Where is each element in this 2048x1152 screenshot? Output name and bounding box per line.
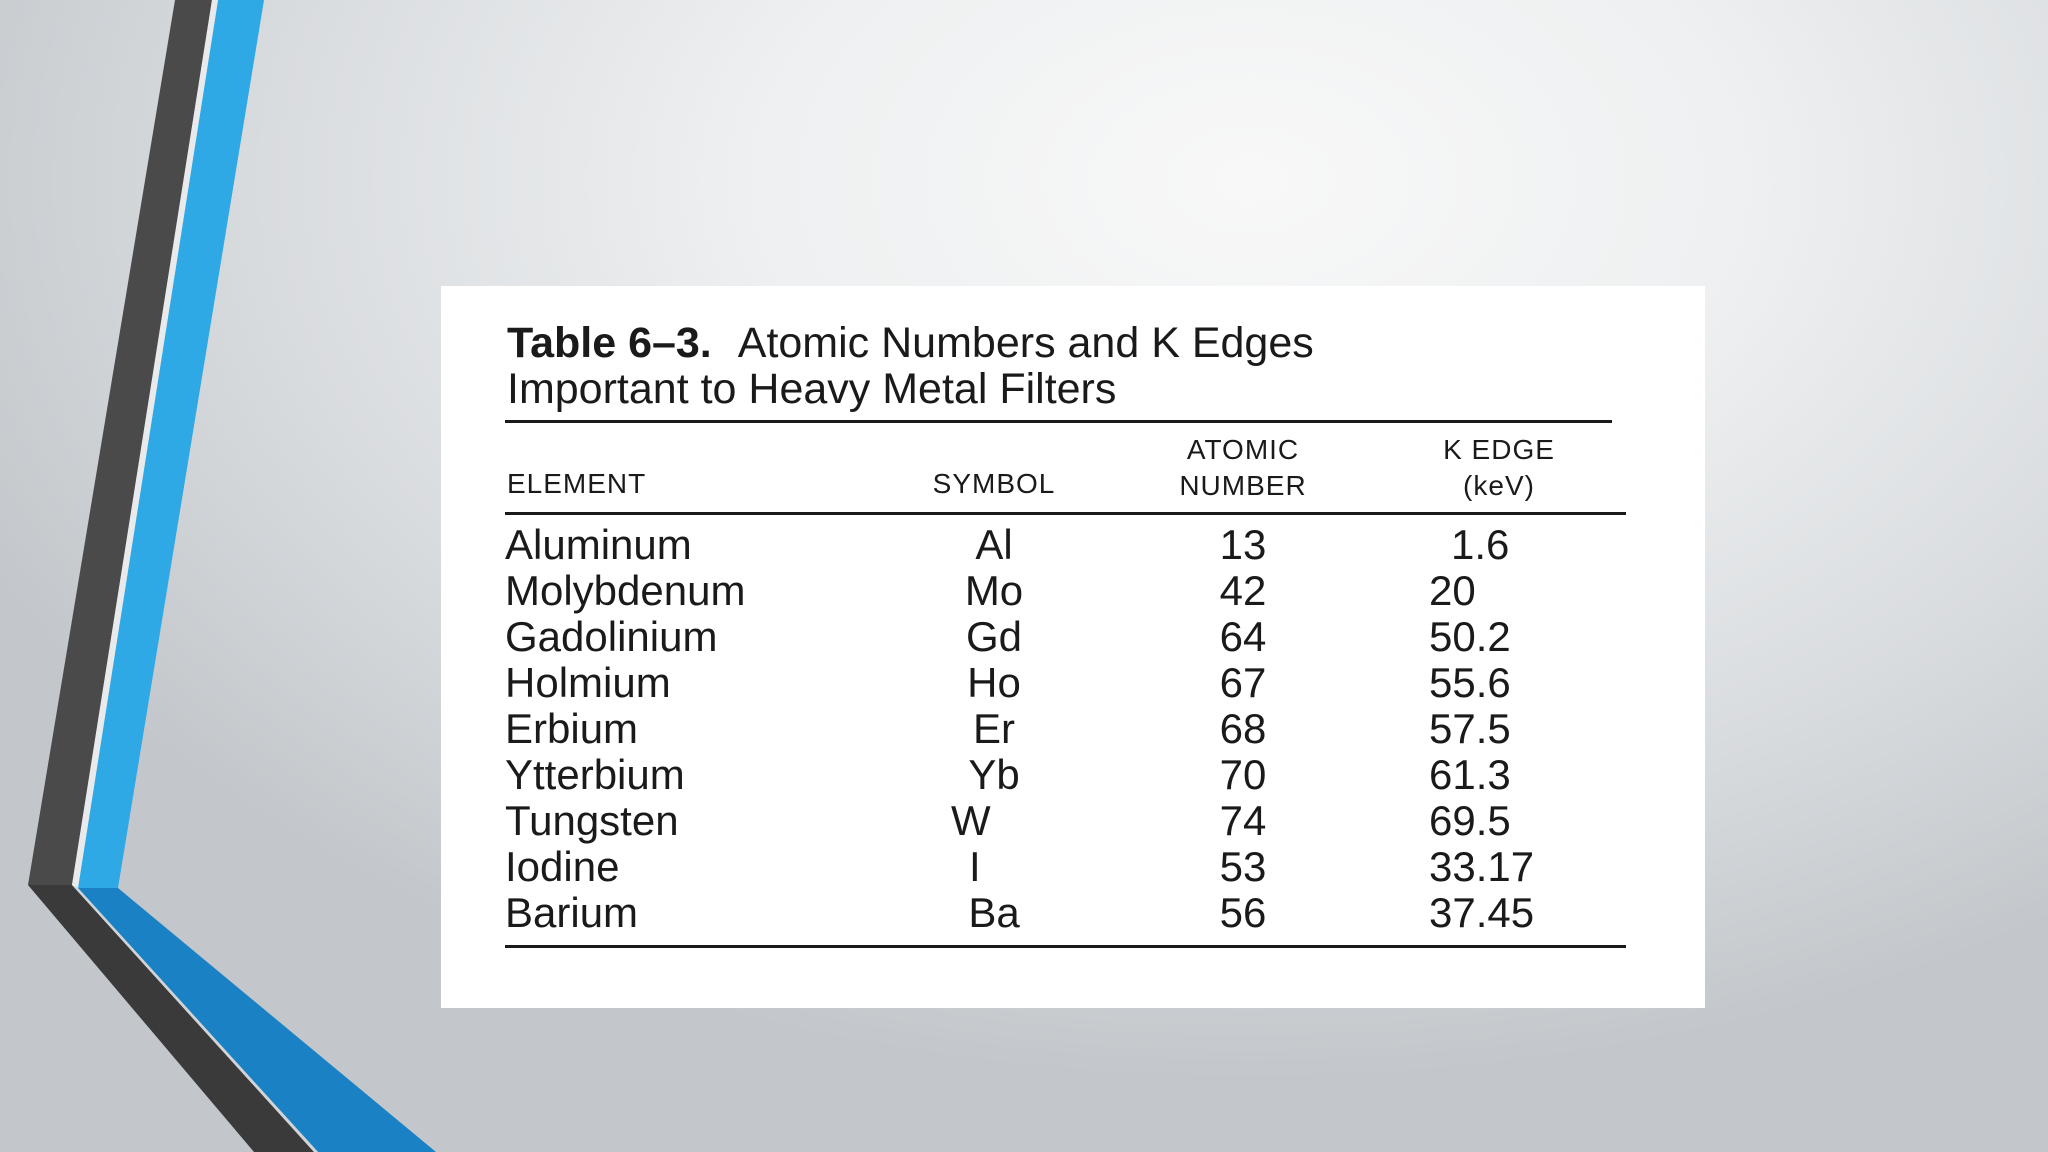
cell-symbol: Ba xyxy=(968,889,1020,936)
cell-k-edge: 50.2 xyxy=(1429,613,1511,660)
cell-element: Aluminum xyxy=(505,521,692,568)
header-element: ELEMENT xyxy=(507,468,647,499)
cell-atomic-number: 42 xyxy=(1219,567,1267,614)
cell-k-edge: 57.5 xyxy=(1429,705,1511,752)
cell-k-edge: 37.45 xyxy=(1429,889,1535,936)
separator-band xyxy=(72,0,218,888)
table-row xyxy=(441,752,1705,798)
header-rule xyxy=(505,512,1626,515)
cell-atomic-number: 70 xyxy=(1219,751,1267,798)
header-kedge-line1: K EDGE xyxy=(1443,434,1555,465)
table-row xyxy=(441,798,1705,844)
header-kedge-line2: (keV) xyxy=(1463,470,1535,501)
header-atomic-line1: ATOMIC xyxy=(1186,434,1300,465)
cell-symbol: Al xyxy=(975,521,1013,568)
table-image xyxy=(441,286,1705,1008)
cell-element: Tungsten xyxy=(505,797,679,844)
cell-atomic-number: 68 xyxy=(1219,705,1267,752)
cell-symbol: Yb xyxy=(968,751,1020,798)
cell-k-edge: 20 xyxy=(1429,567,1476,614)
cell-atomic-number: 56 xyxy=(1219,889,1267,936)
table-row xyxy=(441,568,1705,614)
cell-element: Molybdenum xyxy=(505,567,746,614)
table-row xyxy=(441,522,1705,568)
table-title-line2: Important to Heavy Metal Filters xyxy=(507,365,1117,413)
table-title-line1: Atomic Numbers and K Edges xyxy=(737,319,1314,367)
cell-element: Barium xyxy=(505,889,639,936)
cell-symbol: Er xyxy=(973,705,1015,752)
cell-atomic-number: 53 xyxy=(1219,843,1267,890)
cell-element: Ytterbium xyxy=(505,751,685,798)
table-row xyxy=(441,660,1705,706)
header-atomic-number xyxy=(1163,432,1323,504)
cell-element: Gadolinium xyxy=(505,613,718,660)
cell-k-edge: 1.6 xyxy=(1451,521,1510,568)
cell-symbol: I xyxy=(969,843,981,890)
table-row xyxy=(441,706,1705,752)
bottom-rule xyxy=(505,945,1626,948)
table-row xyxy=(441,614,1705,660)
cell-element: Erbium xyxy=(505,705,639,752)
table-body xyxy=(441,522,1705,936)
cell-k-edge: 69.5 xyxy=(1429,797,1511,844)
table-row xyxy=(441,890,1705,936)
cell-atomic-number: 13 xyxy=(1219,521,1267,568)
cell-k-edge: 61.3 xyxy=(1429,751,1511,798)
table-caption xyxy=(507,320,1314,412)
header-symbol: SYMBOL xyxy=(932,468,1056,499)
cell-element: Holmium xyxy=(505,659,671,706)
cell-atomic-number: 64 xyxy=(1219,613,1267,660)
cell-symbol: Mo xyxy=(964,567,1024,614)
top-rule xyxy=(505,420,1612,423)
table-row xyxy=(441,844,1705,890)
cell-symbol: Gd xyxy=(965,613,1023,660)
cell-symbol: W xyxy=(951,797,991,844)
cell-atomic-number: 74 xyxy=(1219,797,1267,844)
table-number: Table 6–3. xyxy=(507,319,712,367)
cell-symbol: Ho xyxy=(967,659,1021,706)
header-k-edge xyxy=(1419,432,1579,504)
cell-atomic-number: 67 xyxy=(1219,659,1267,706)
header-atomic-line2: NUMBER xyxy=(1179,470,1307,501)
cell-k-edge: 33.17 xyxy=(1429,843,1535,890)
cell-element: Iodine xyxy=(505,843,620,890)
separator-band-lower xyxy=(72,885,318,1152)
cell-k-edge: 55.6 xyxy=(1429,659,1511,706)
